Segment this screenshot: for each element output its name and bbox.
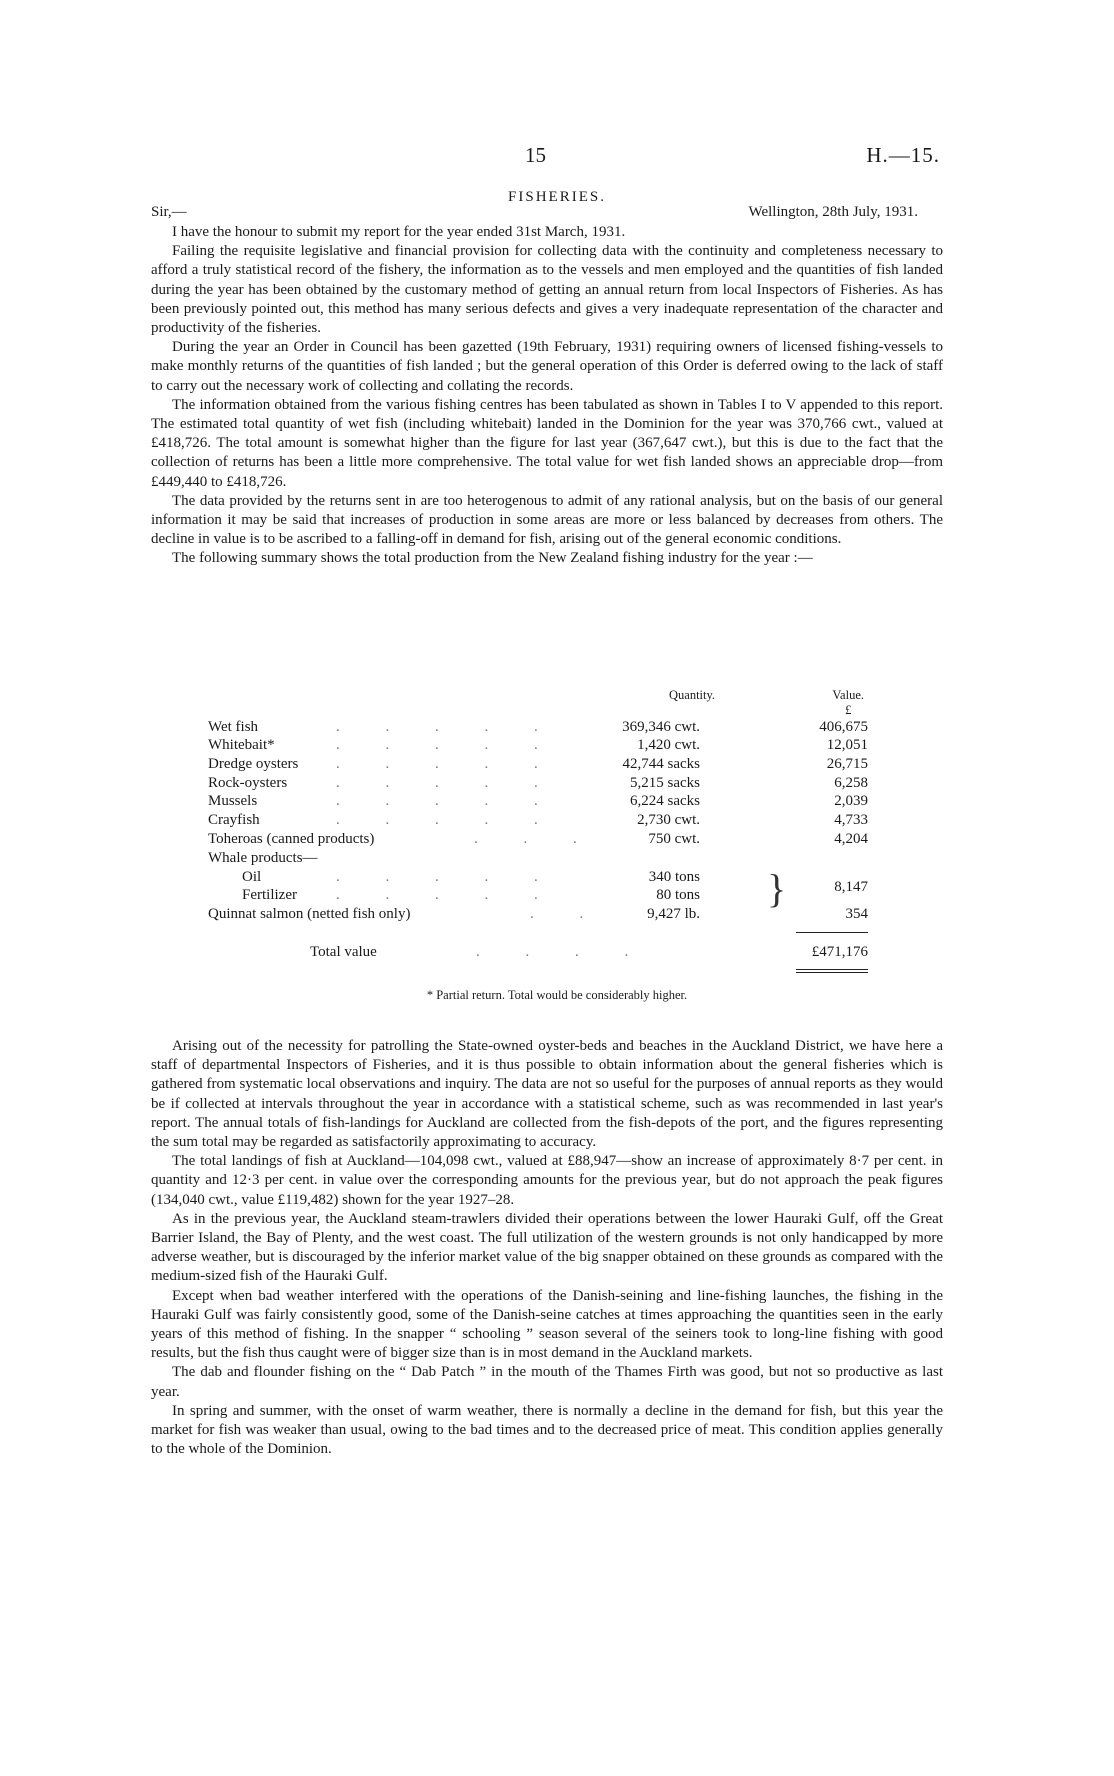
- row-label: Dredge oysters: [208, 756, 299, 772]
- row-value: 406,675: [819, 719, 868, 735]
- paragraph: Failing the requisite legislative and financial provision for collecting data with the continuity and completeness necessary to afford a truly statistical record of the fishery, the information as to the vessels and men employed and the quantities of fish landed during the year has been obtained by the customary method of getting an annual return from local Inspectors of Fisheries. As has been previously pointed out, this method has many serious defects and gives a very inadequate representation of the character and productivity of the fisheries.: [151, 243, 943, 337]
- paragraph: The total landings of fish at Auckland—104,098 cwt., valued at £88,947—show an increase of approximately 8·7 per cent. in quantity and 12·3 per cent. in value over the corresponding amounts for the previous year, but do not approach the peak figures (134,040 cwt., value £119,482) shown for the year 1927–28.: [151, 1153, 943, 1208]
- auckland-paragraphs: [151, 1037, 943, 1459]
- paragraph: As in the previous year, the Auckland steam-trawlers divided their operations between the lower Hauraki Gulf, off the Great Barrier Island, the Bay of Plenty, and the west coast. The full utilization of the western grounds is not only handicapped by more adverse weather, but is discouraged by the inferior market value of the big snapper obtained on these grounds as compared with the medium-sized fish of the Hauraki Gulf.: [151, 1210, 943, 1285]
- leader-dots: . . . . .: [336, 812, 559, 828]
- dateline: Wellington, 28th July, 1931.: [748, 204, 918, 220]
- leader-dots: . . . . .: [336, 793, 559, 809]
- paragraph: The following summary shows the total production from the New Zealand fishing industry for the year :—: [172, 550, 813, 567]
- table-row: [208, 906, 868, 926]
- production-summary-table: [208, 688, 868, 988]
- table-row: [208, 756, 868, 776]
- row-quantity: 369,346 cwt.: [622, 719, 700, 735]
- value-column-header: [832, 688, 864, 718]
- paragraph: The information obtained from the various fishing centres has been tabulated as shown in Tables I to V appended to this report. The estimated total quantity of wet fish (including whitebait) landed in the Dominion for the year was 370,766 cwt., valued at £418,726. The total amount is somewhat higher than the figure for last year (367,647 cwt.), but this is due to the fact that the collection of returns has been a little more comprehensive. The total value for wet fish landed shows an appreciable drop—from £449,440 to £418,726.: [151, 396, 943, 490]
- row-quantity: 6,224 sacks: [630, 793, 700, 809]
- page-header: [0, 143, 1114, 173]
- leader-dots: . . . . .: [336, 869, 559, 885]
- row-quantity: 750 cwt.: [648, 831, 700, 847]
- row-label: Mussels: [208, 793, 258, 809]
- row-quantity: 2,730 cwt.: [637, 812, 700, 828]
- paragraph: During the year an Order in Council has been gazetted (19th February, 1931) requiring owners of licensed fishing-vessels to make monthly returns of the quantities of fish landed ; but the general operation of this Order is deferred owing to the lack of staff to carry out the necessary work of collecting and collating the records.: [151, 339, 943, 394]
- row-value: 6,258: [834, 775, 868, 791]
- leader-dots: . . . . .: [336, 887, 559, 903]
- paragraph: I have the honour to submit my report for the year ended 31st March, 1931.: [172, 224, 626, 240]
- paragraph: The data provided by the returns sent in are too heterogenous to admit of any rational analysis, but on the basis of our general information it may be said that increases of production in some areas are more or less balanced by decreases from others. The decline in value is to be ascribed to a falling-off in demand for fish, arising out of the general economic conditions.: [151, 492, 943, 548]
- total-row: [208, 944, 868, 964]
- table-row: [208, 793, 868, 813]
- intro-paragraphs: [151, 223, 943, 569]
- row-label: Fertilizer: [242, 887, 297, 903]
- leader-dots: . . . .: [476, 944, 650, 960]
- row-label: Whale products—: [208, 850, 318, 866]
- table-footnote: * Partial return. Total would be considerably higher.: [426, 988, 688, 1002]
- leader-dots: . .: [530, 906, 605, 922]
- row-label: Toheroas (canned products): [208, 831, 375, 847]
- leader-dots: . . . . .: [336, 737, 559, 753]
- quantity-column-header: Quantity.: [669, 688, 716, 702]
- table-row: [208, 737, 868, 757]
- double-rule-bottom: [796, 972, 868, 973]
- report-reference: H.—15.: [866, 143, 940, 167]
- table-row: [208, 775, 868, 795]
- salutation: Sir,—: [151, 204, 187, 220]
- leader-dots: . . .: [474, 831, 598, 847]
- section-title: FISHERIES.: [508, 189, 606, 205]
- row-value: 2,039: [834, 793, 868, 809]
- curly-brace: }: [767, 866, 787, 911]
- value-header-label: Value.: [832, 688, 864, 702]
- paragraph: Except when bad weather interfered with the operations of the Danish-seining and line-fishing launches, the fishing in the Hauraki Gulf was fairly consistently good, some of the Danish-seine catches at times approaching the quantities seen in the early years of this method of fishing. In the snapper “ schooling ” season several of the seiners took to long-line fishing with good results, but the fish thus caught were of bigger size than is in most demand in the Auckland markets.: [151, 1287, 943, 1362]
- paragraph: The dab and flounder fishing on the “ Dab Patch ” in the mouth of the Thames Firth was good, but not so productive as last year.: [151, 1364, 943, 1400]
- row-quantity: 5,215 sacks: [630, 775, 700, 791]
- total-label: Total value: [310, 944, 377, 960]
- row-label: Oil: [242, 869, 262, 885]
- value-unit-label: £: [845, 703, 852, 717]
- row-value: 354: [845, 906, 868, 922]
- row-value: 4,733: [834, 812, 868, 828]
- table-row: [208, 719, 868, 739]
- row-quantity: 340 tons: [648, 869, 700, 885]
- table-row: [208, 831, 868, 851]
- row-quantity: 42,744 sacks: [622, 756, 700, 772]
- total-rule: [796, 932, 868, 933]
- paragraph: In spring and summer, with the onset of warm weather, there is normally a decline in the demand for fish, but this year the market for fish was weaker than usual, owing to the bad times and to the decreased price of meat. This condition applies generally to the whole of the Dominion.: [151, 1402, 943, 1458]
- double-rule-top: [796, 969, 868, 970]
- row-label: Rock-oysters: [208, 775, 288, 791]
- leader-dots: . . . . .: [336, 756, 559, 772]
- row-label: Whitebait*: [208, 737, 275, 753]
- row-quantity: 9,427 lb.: [647, 906, 700, 922]
- row-label: Crayfish: [208, 812, 260, 828]
- row-value: 8,147: [834, 879, 868, 895]
- row-value: 12,051: [826, 737, 868, 753]
- whale-products-value-row: [208, 879, 868, 899]
- row-quantity: 1,420 cwt.: [637, 737, 700, 753]
- row-label: Wet fish: [208, 719, 259, 735]
- total-value: £471,176: [811, 944, 868, 960]
- row-value: 4,204: [834, 831, 868, 847]
- leader-dots: . . . . .: [336, 775, 559, 791]
- row-quantity: 80 tons: [656, 887, 700, 903]
- row-value: 26,715: [826, 756, 868, 772]
- row-label: Quinnat salmon (netted fish only): [208, 906, 411, 922]
- table-row: [208, 812, 868, 832]
- page-number: 15: [525, 143, 546, 167]
- paragraph: Arising out of the necessity for patrolling the State-owned oyster-beds and beaches in the Auckland District, we have here a staff of departmental Inspectors of Fisheries, and it is thus possible to obtain information about the general fisheries which is gathered from systematic local observations and inquiry. The data are not so useful for the purposes of annual reports as they would be if collected at intervals throughout the year in accordance with a statistical scheme, such as was recommended in last year's report. The annual totals of fish-landings for Auckland are collected from the fish-depots of the port, and the figures representing the sum total may be regarded as satisfactorily approximating to accuracy.: [151, 1038, 943, 1151]
- leader-dots: . . . . .: [336, 719, 559, 735]
